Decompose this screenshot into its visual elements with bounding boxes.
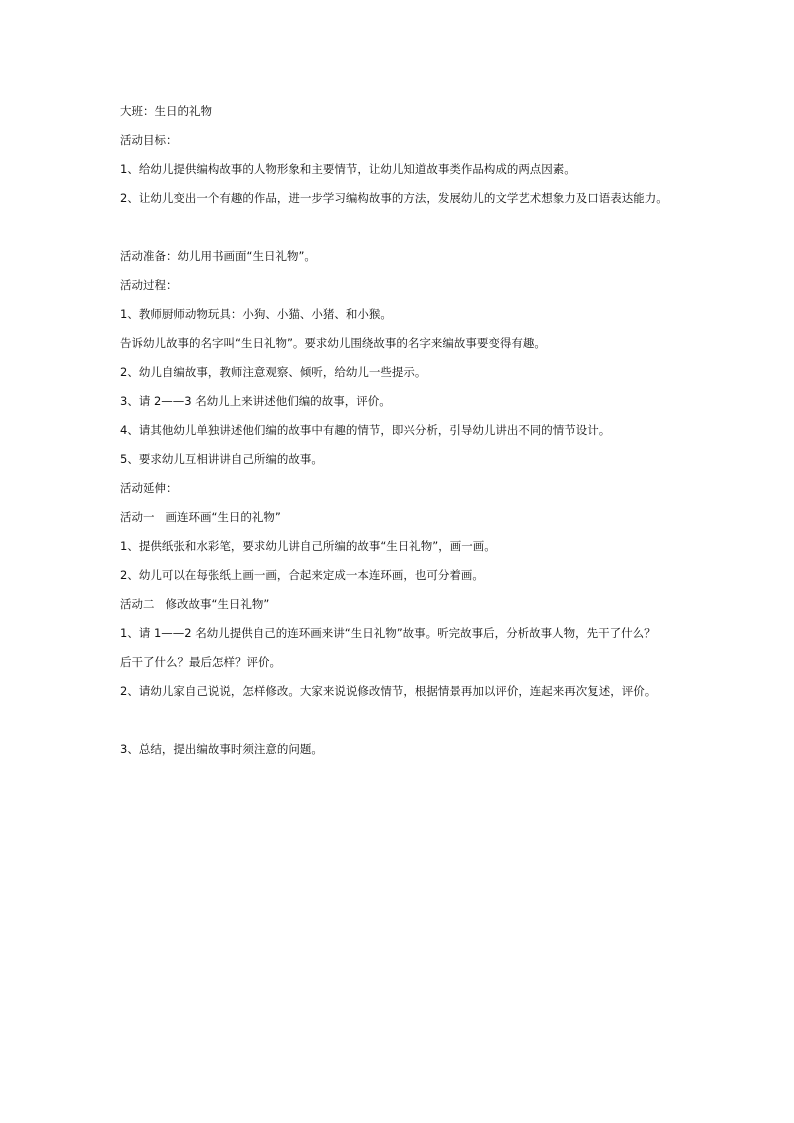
process-item: 告诉幼儿故事的名字叫“生日礼物”。要求幼儿围绕故事的名字来编故事要变得有趣。 <box>120 336 546 350</box>
goal-item: 2、让幼儿变出一个有趣的作品，进一步学习编构故事的方法，发展幼儿的文学艺术想象力及口语表达能力。 <box>120 191 668 205</box>
process-item: 3、请 2——3 名幼儿上来讲述他们编的故事，评价。 <box>120 394 391 408</box>
activity2-title: 活动二 修改故事“生日礼物” <box>120 597 270 611</box>
activity1-item: 1、提供纸张和水彩笔，要求幼儿讲自己所编的故事“生日礼物”，画一画。 <box>120 539 496 553</box>
process-item: 5、要求幼儿互相讲讲自己所编的故事。 <box>120 452 323 466</box>
activity1-title: 活动一 画连环画“生日的礼物” <box>120 510 281 524</box>
spacer <box>120 219 740 248</box>
activity1-item: 2、幼儿可以在每张纸上画一画，合起来定成一本连环画，也可分着画。 <box>120 568 484 582</box>
document-title: 大班：生日的礼物 <box>120 104 212 118</box>
goals-heading: 活动目标： <box>120 133 178 147</box>
process-item: 4、请其他幼儿单独讲述他们编的故事中有趣的情节，即兴分析，引导幼儿讲出不同的情节设计。 <box>120 423 611 437</box>
process-item: 2、幼儿自编故事，教师注意观察、倾听，给幼儿一些提示。 <box>120 365 427 379</box>
process-item: 1、教师厨师动物玩具：小狗、小猫、小猪、和小猴。 <box>120 307 392 321</box>
goal-item: 1、给幼儿提供编构故事的人物形象和主要情节，让幼儿知道故事类作品构成的两点因素。 <box>120 162 576 176</box>
summary-text: 3、总结，提出编故事时须注意的问题。 <box>120 742 323 756</box>
spacer <box>120 712 740 741</box>
process-heading: 活动过程： <box>120 278 178 292</box>
extension-heading: 活动延伸： <box>120 481 178 495</box>
activity2-item: 2、请幼儿家自己说说，怎样修改。大家来说说修改情节，根据情景再加以评价，连起来再次复述，评价。 <box>120 684 657 698</box>
activity2-item: 1、请 1——2 名幼儿提供自己的连环画来讲“生日礼物”故事。听完故事后，分析故事人物，先干了什么？ <box>120 626 656 640</box>
activity2-item: 后干了什么？最后怎样？评价。 <box>120 655 281 669</box>
preparation-text: 活动准备：幼儿用书画面“生日礼物”。 <box>120 249 316 263</box>
document-body <box>120 103 740 770</box>
